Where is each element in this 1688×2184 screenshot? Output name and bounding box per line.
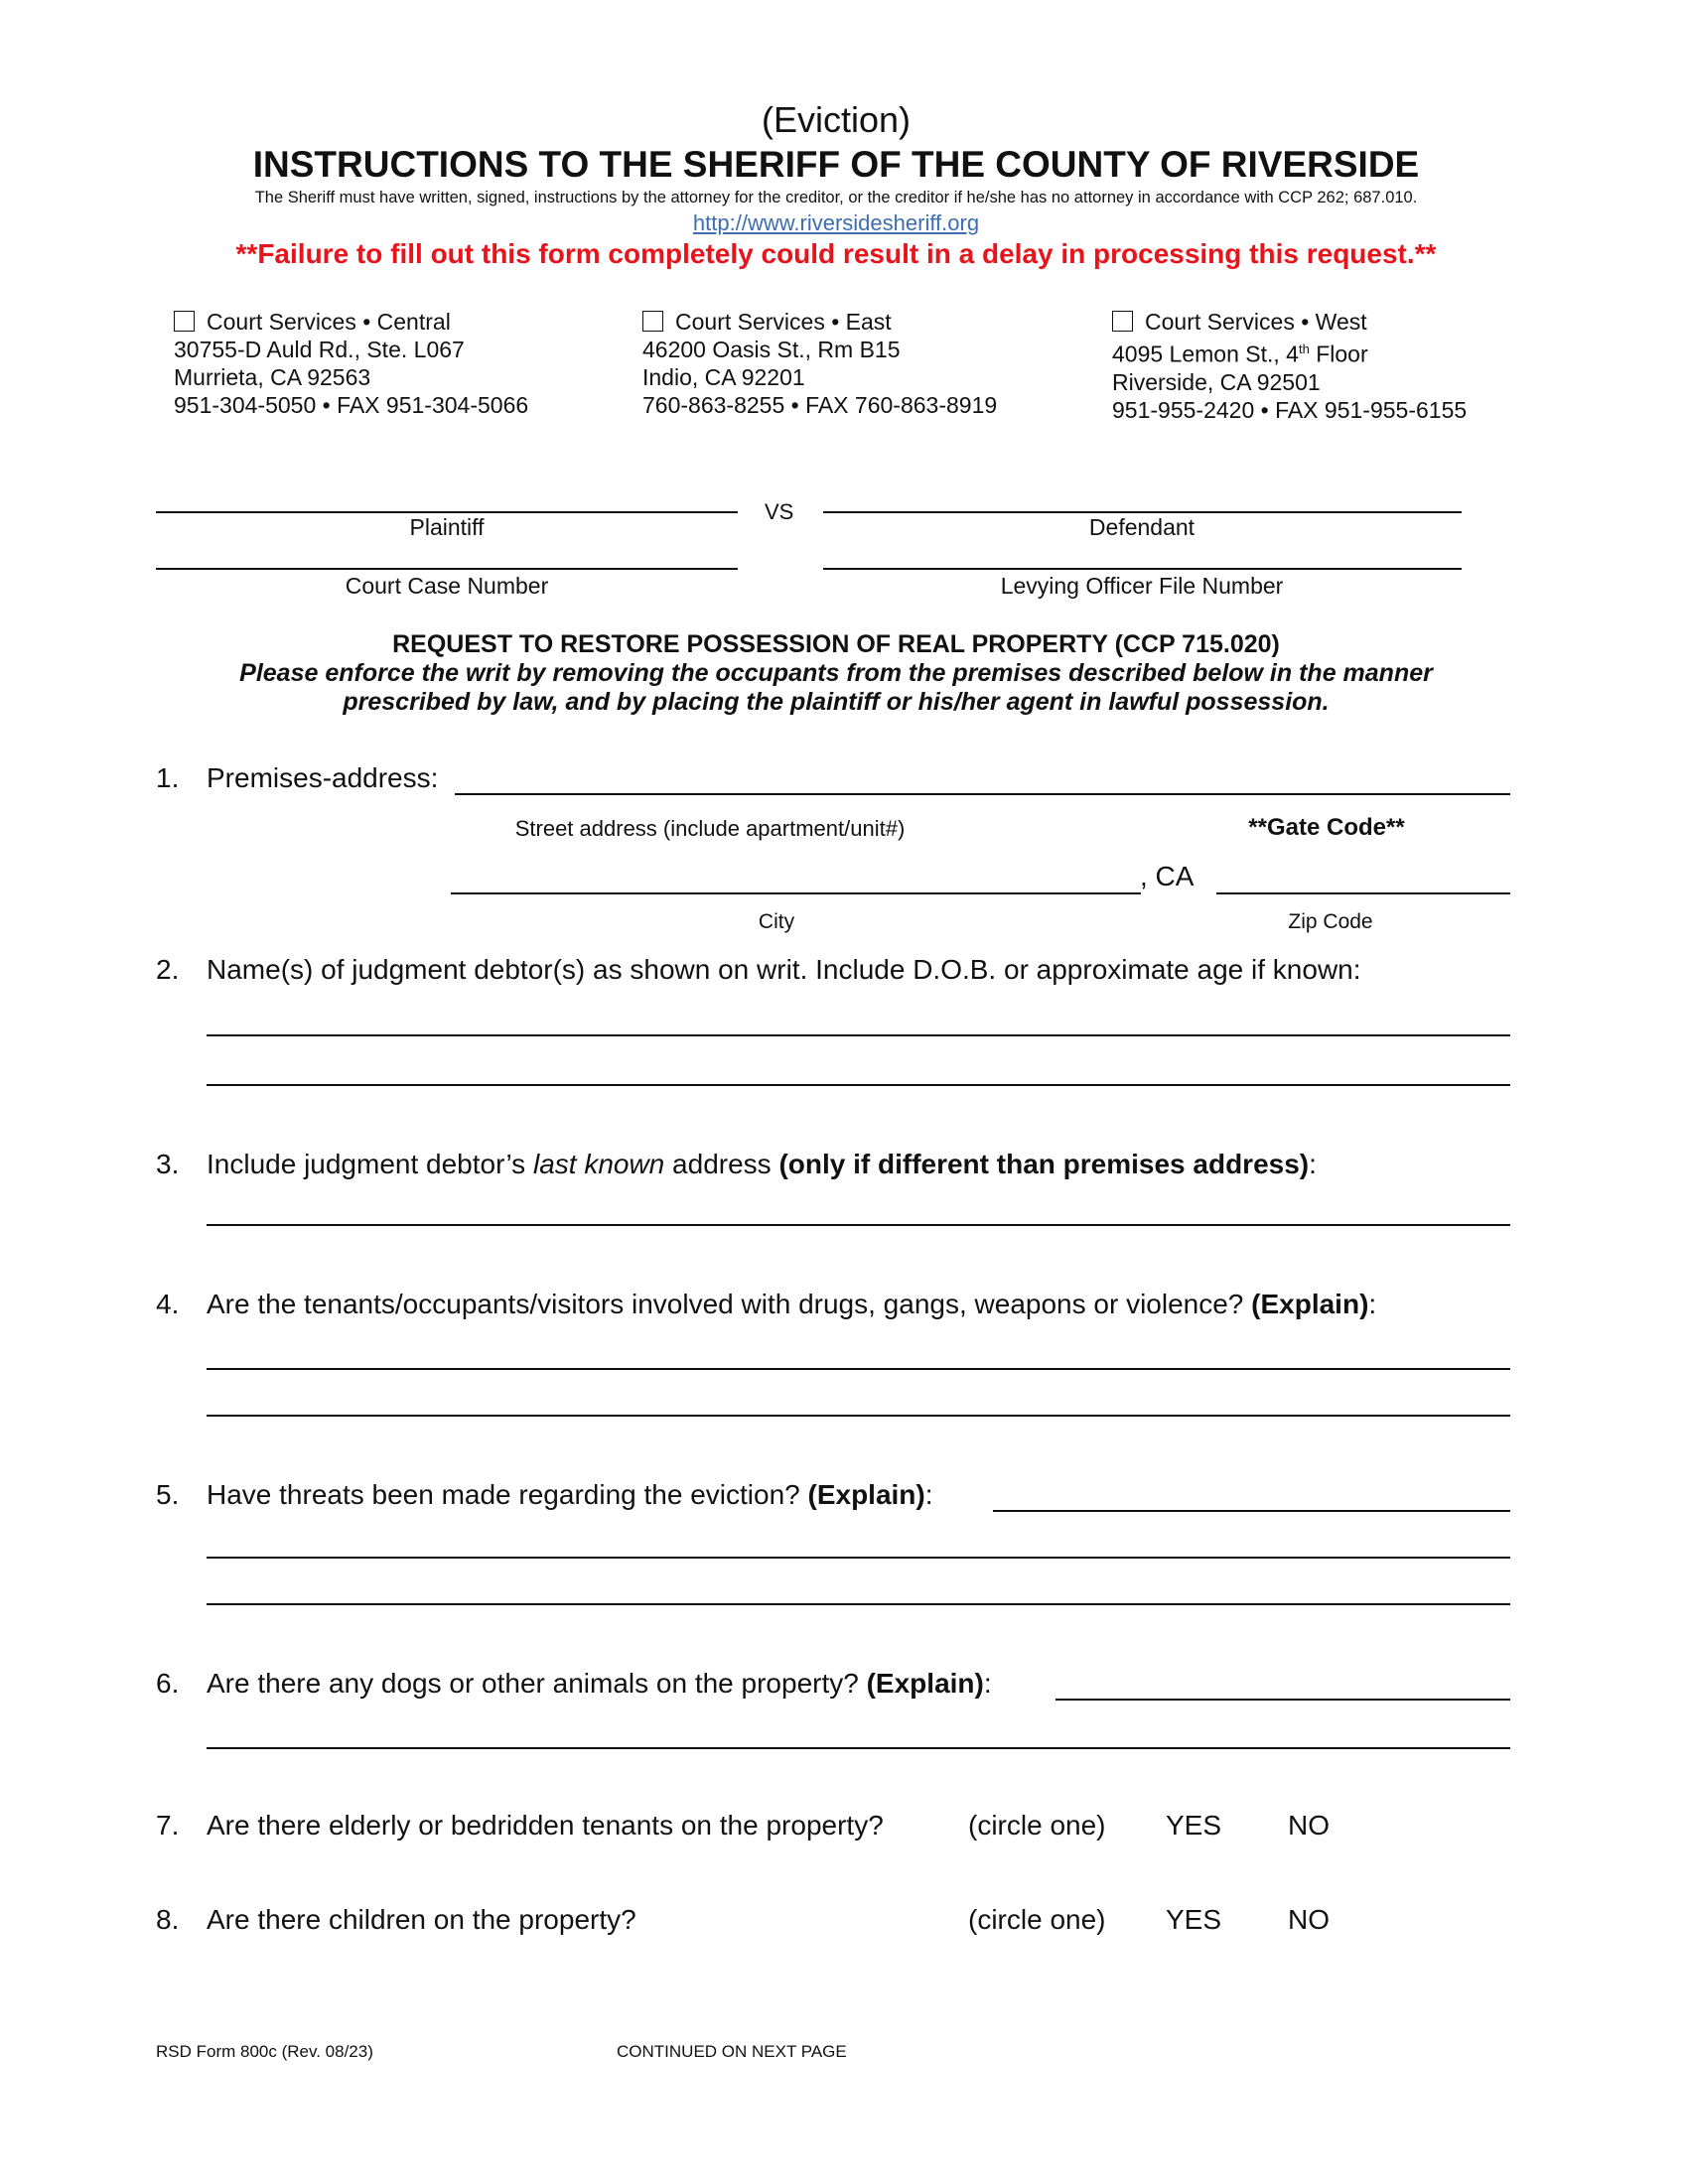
q1-number: 1. bbox=[156, 762, 180, 793]
q3-number: 3. bbox=[156, 1149, 180, 1179]
drugs-explain-field-2[interactable] bbox=[207, 1415, 1510, 1417]
drugs-explain-field-1[interactable] bbox=[207, 1368, 1510, 1370]
vs-label: VS bbox=[765, 499, 794, 524]
form-subtitle: (Eviction) bbox=[761, 99, 912, 140]
continued-note: CONTINUED ON NEXT PAGE bbox=[617, 2042, 847, 2061]
warning-text: **Failure to fill out this form completely could result in a delay in processing this request.** bbox=[235, 238, 1437, 269]
request-heading: REQUEST TO RESTORE POSSESSION OF REAL PROPERTY (CCP 715.020) bbox=[392, 630, 1280, 658]
gate-code-label: **Gate Code** bbox=[1248, 814, 1405, 841]
office-address: 30755-D Auld Rd., Ste. L067 bbox=[174, 337, 465, 362]
court-case-number-field[interactable] bbox=[156, 568, 738, 570]
form-number: RSD Form 800c (Rev. 08/23) bbox=[156, 2042, 373, 2061]
debtor-names-field-2[interactable] bbox=[207, 1084, 1510, 1086]
request-line-1: Please enforce the writ by removing the occupants from the premises described below in the manner bbox=[239, 659, 1433, 687]
q8-no-option[interactable]: NO bbox=[1288, 1904, 1330, 1935]
office-phone: 760-863-8255 • FAX 760-863-8919 bbox=[642, 392, 998, 418]
q8-circle-one: (circle one) bbox=[968, 1904, 1106, 1935]
office-east bbox=[642, 308, 997, 419]
office-west bbox=[1112, 308, 1467, 424]
q4-label: Are the tenants/occupants/visitors involved with drugs, gangs, weapons or violence? (Explain): bbox=[207, 1289, 1377, 1319]
last-known-address-field[interactable] bbox=[207, 1224, 1510, 1226]
plaintiff-label: Plaintiff bbox=[409, 514, 485, 540]
threats-explain-field-1[interactable] bbox=[207, 1557, 1510, 1559]
office-address: 46200 Oasis St., Rm B15 bbox=[642, 337, 901, 362]
street-address-label: Street address (include apartment/unit#) bbox=[514, 816, 906, 841]
debtor-names-field-1[interactable] bbox=[207, 1034, 1510, 1036]
city-field[interactable] bbox=[451, 892, 1141, 894]
q7-label: Are there elderly or bedridden tenants on the property? bbox=[207, 1810, 884, 1841]
defendant-label: Defendant bbox=[1088, 514, 1196, 540]
q7-no-option[interactable]: NO bbox=[1288, 1810, 1330, 1841]
q2-number: 2. bbox=[156, 954, 180, 985]
animals-explain-field-1[interactable] bbox=[207, 1747, 1510, 1749]
office-phone: 951-955-2420 • FAX 951-955-6155 bbox=[1112, 396, 1468, 423]
q8-yes-option[interactable]: YES bbox=[1166, 1904, 1222, 1935]
threats-explain-field-0[interactable] bbox=[993, 1510, 1510, 1512]
premises-street-field[interactable] bbox=[455, 793, 1510, 795]
form-title: INSTRUCTIONS TO THE SHERIFF OF THE COUNTY OF RIVERSIDE bbox=[252, 144, 1420, 185]
q7-number: 7. bbox=[156, 1810, 180, 1841]
q4-number: 4. bbox=[156, 1289, 180, 1319]
threats-explain-field-2[interactable] bbox=[207, 1603, 1510, 1605]
office-city: Murrieta, CA 92563 bbox=[174, 364, 371, 390]
levying-officer-file-field[interactable] bbox=[823, 568, 1462, 570]
office-city: Riverside, CA 92501 bbox=[1112, 368, 1321, 395]
request-line-2: prescribed by law, and by placing the plaintiff or his/her agent in lawful possession. bbox=[343, 688, 1330, 716]
office-name: Court Services • East bbox=[675, 309, 892, 335]
q8-label: Are there children on the property? bbox=[207, 1904, 636, 1935]
state-ca: , CA bbox=[1140, 861, 1195, 891]
zip-code-field[interactable] bbox=[1216, 892, 1510, 894]
q3-label: Include judgment debtor’s last known address (only if different than premises address): bbox=[207, 1149, 1317, 1179]
instruction-note: The Sheriff must have written, signed, instructions by the attorney for the creditor, or the creditor if he/she has no attorney in accordance with CCP 262; 687.010. bbox=[254, 189, 1418, 206]
q7-circle-one: (circle one) bbox=[968, 1810, 1106, 1841]
q5-number: 5. bbox=[156, 1479, 180, 1510]
levying-officer-file-label: Levying Officer File Number bbox=[1000, 573, 1284, 599]
zip-code-label: Zip Code bbox=[1288, 910, 1373, 933]
office-central-checkbox[interactable] bbox=[174, 311, 195, 332]
office-west-checkbox[interactable] bbox=[1112, 311, 1133, 332]
q8-number: 8. bbox=[156, 1904, 180, 1935]
city-label: City bbox=[758, 910, 795, 933]
office-address: 4095 Lemon St., 4th Floor bbox=[1112, 341, 1368, 367]
office-central bbox=[174, 308, 528, 419]
office-name: Court Services • Central bbox=[207, 309, 451, 335]
q5-label: Have threats been made regarding the eviction? (Explain): bbox=[207, 1479, 933, 1510]
website-link[interactable]: http://www.riversidesheriff.org bbox=[692, 210, 980, 235]
animals-explain-field-0[interactable] bbox=[1055, 1699, 1510, 1701]
q7-yes-option[interactable]: YES bbox=[1166, 1810, 1222, 1841]
q6-number: 6. bbox=[156, 1668, 180, 1699]
office-city: Indio, CA 92201 bbox=[642, 364, 805, 390]
court-case-number-label: Court Case Number bbox=[345, 573, 549, 599]
q1-label: Premises-address: bbox=[207, 762, 439, 793]
q6-label: Are there any dogs or other animals on the property? (Explain): bbox=[207, 1668, 992, 1699]
office-name: Court Services • West bbox=[1145, 309, 1367, 335]
office-east-checkbox[interactable] bbox=[642, 311, 663, 332]
q2-label: Name(s) of judgment debtor(s) as shown on writ. Include D.O.B. or approximate age if known: bbox=[207, 954, 1361, 985]
office-phone: 951-304-5050 • FAX 951-304-5066 bbox=[174, 392, 529, 418]
